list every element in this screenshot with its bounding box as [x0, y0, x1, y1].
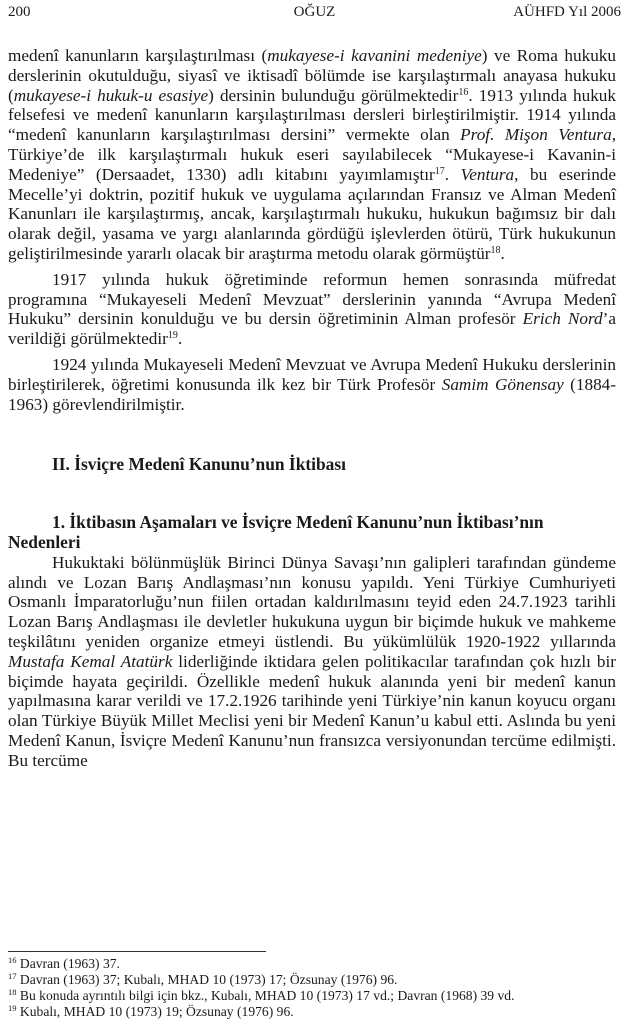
running-header — [8, 4, 621, 26]
paragraph-3: 1924 yılında Mukayeseli Medenî Mevzuat ve Avrupa Medenî Hukuku derslerinin birleştirilerek, öğretimi konusunda ilk kez bir Türk Profesör Samim Gönensay (1884-1963) görevlendirilmiştir. — [8, 354, 616, 414]
footnote-17: $^{17}$ Davran (1963) 37; Kubalı, MHAD 10 (1973) 17; Özsunay (1976) 96. — [8, 971, 398, 987]
section-heading: II. İsviçre Medenî Kanunu’nun İktibası — [52, 454, 346, 475]
paragraph-4: Hukuktaki bölünmüşlük Birinci Dünya Savaşı’nın galipleri tarafından gündeme alındı ve Lozan Barış Andlaşması’nın konusu yapıldı. Yeni Türkiye Cumhuriyeti Osmanlı İmparatorluğu’nun fiilen ortadan kaldırılmasını teyid eden 24.7.1923 tarihli Lozan Barış Andlaşması ile devletler hukukuna uygun bir biçimde hukuk ve mahkeme teşkilâtını yeniden organize etmeyi üstlendi. Bu yükümlülük 1920-1922 yıllarında Mustafa Kemal Atatürk liderliğinde iktidara gelen politikacılar tarafından çok hızlı bir biçimde hayata geçirildi. Özellikle medenî hukuk alanında yeni bir medenî kanun yapılmasına karar verildi ve 17.2.1926 tarihinde yeni Türkiye’nin kanun koyucu organı olan Türkiye Büyük Millet Meclisi yeni bir Medenî Kanun’u kabul etti. Aslında bu yeni Medenî Kanun, İsviçre Medenî Kanunu’nun fransızca versiyonundan tercüme edilmişti. Bu tercüme — [8, 552, 616, 770]
footnote-ref-17[interactable]: 17 — [434, 165, 445, 177]
subsection-heading: 1. İktibasın Aşamaları ve İsviçre Medenî Kanunu’nun İktibası’nın Nedenleri — [8, 512, 544, 552]
paragraph-1: medenî kanunların karşılaştırılması (mukayese-i kavanini medeniye) ve Roma hukuku derslerinin okutulduğu, siyasî ve iktisadî bölümde ise karşılaştırmalı anayasa hukuku (mukayese-i hukuk-u esasiye) dersinin bulunduğu görülmektedir$^{16}$. 1913 yılında hukuk felsefesi ve medenî kanunların karşılaştırılması dersleri birleştirilmiştir. 1914 yılında “medenî kanunların karşılaştırılması dersini” vermekte olan Prof. Mişon Ventura, Türkiye’de ilk karşılaştırmalı hukuk eseri sayılabilecek “Mukayese-i Kavanin-i Medeniye” (Dersaadet, 1330) adlı kitabını yayımlamıştır$^{17}$. Ventura, bu eserinde Mecelle’yi doktrin, pozitif hukuk ve uygulama açılarından Fransız ve Alman Medenî Kanunları ile karşılaştırmış, ancak, karşılaştırmalı hukuku, hukukun bağımsız bir dalı olarak değil, yasama ve yargı alanlarında gördüğü işlevlerden ötürü, Türk hukukunun geliştirilmesinde yararlı olacak bir araştırma metodu olarak görmüştür$^{18}$. — [8, 46, 617, 263]
footnote-19: $^{19}$ Kubalı, MHAD 10 (1973) 19; Özsunay (1976) 96. — [8, 1003, 294, 1019]
footnote-18: $^{18}$ Bu konuda ayrıntılı bilgi için bkz., Kubalı, MHAD 10 (1973) 17 vd.; Davran (1968) 39 vd. — [8, 987, 515, 1003]
footnote-ref-16[interactable]: 16 — [458, 86, 469, 98]
footnote-16: $^{16}$ Davran (1963) 37. — [8, 955, 120, 971]
page-number: 200 — [8, 4, 31, 20]
paragraph-2: 1917 yılında hukuk öğretiminde reformun hemen sonrasında müfredat programına “Mukayeseli Medenî Mevzuat” derslerinin yanında “Avrupa Medenî Hukuku” dersinin konulduğu ve bu dersin öğretiminin Alman profesör Erich Nord’a verildiği görülmektedir$^{19}$. — [8, 269, 616, 349]
header-author: OĞUZ — [293, 4, 336, 20]
footnote-ref-19[interactable]: 19 — [167, 330, 178, 342]
main-text — [8, 46, 616, 771]
footnote-divider — [8, 951, 266, 952]
header-journal: AÜHFD Yıl 2006 — [513, 4, 621, 20]
footnotes — [8, 956, 616, 1020]
footnote-ref-18[interactable]: 18 — [490, 244, 501, 256]
